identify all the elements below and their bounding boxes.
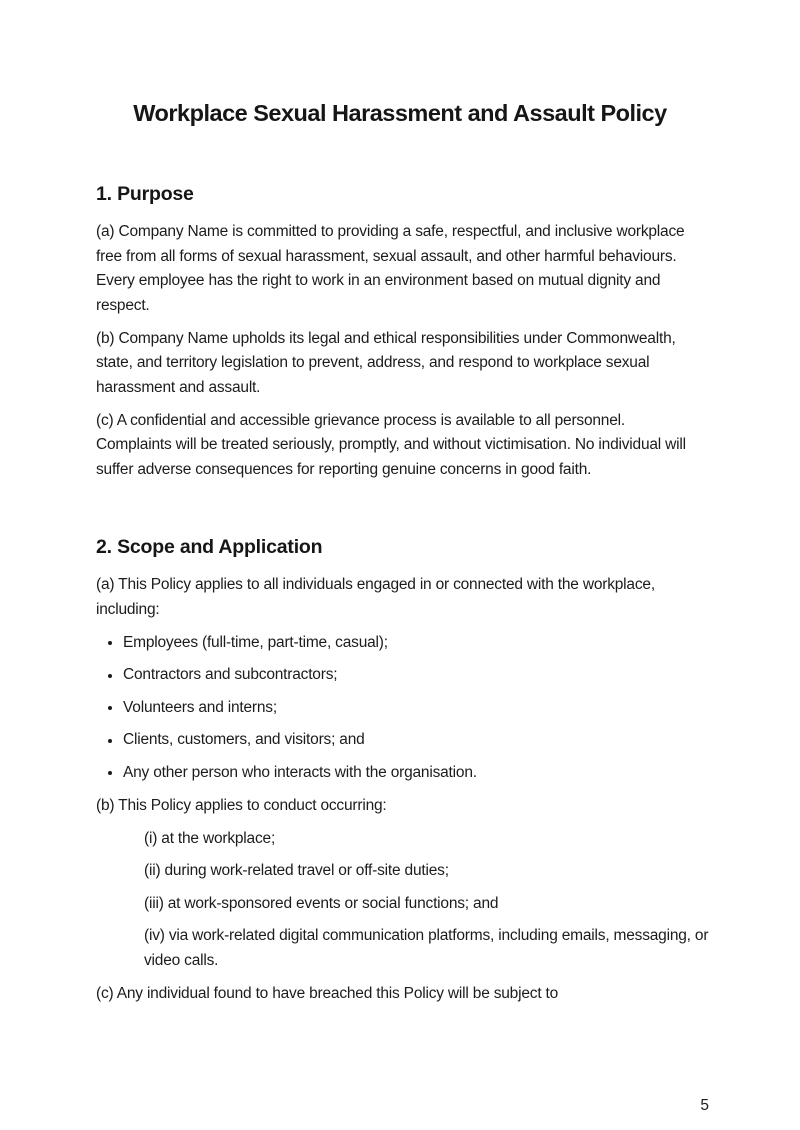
bullet-icon	[108, 641, 112, 645]
bullet-icon	[108, 674, 112, 678]
section-scope	[96, 534, 709, 1006]
bullet-item-text: Any other person who interacts with the organisation.	[123, 763, 477, 781]
bullet-icon	[108, 771, 112, 775]
bullet-item	[96, 728, 704, 753]
section-purpose	[96, 181, 704, 482]
bullet-item-text: Contractors and subcontractors;	[123, 666, 338, 683]
conduct-item-iii: (iii) at work-sponsored events or social functions; and	[144, 894, 499, 912]
conduct-item-ii: (ii) during work-related travel or off-site duties;	[144, 862, 449, 879]
page-number: 5	[700, 1097, 709, 1114]
bullet-item	[96, 696, 704, 721]
conduct-item-iv: (iv) via work-related digital communication platforms, including emails, messaging, or video calls.	[144, 927, 709, 969]
section-heading-scope: 2. Scope and Application	[96, 536, 323, 558]
purpose-paragraph-b: (b) Company Name upholds its legal and ethical responsibilities under Commonwealth, state, and territory legislation to prevent, address, and respond to workplace sexual harassment and assault.	[96, 329, 676, 396]
bullet-item-text: Volunteers and interns;	[123, 698, 277, 716]
bullet-icon	[108, 739, 112, 743]
bullet-item	[96, 761, 704, 786]
conduct-item-i: (i) at the workplace;	[144, 829, 276, 847]
purpose-paragraph-a: (a) Company Name is committed to providing a safe, respectful, and inclusive workplace free from all forms of sexual harassment, sexual assault, and other harmful behaviours. Every employee has the right to work in an environment based on mutual dignity and respect.	[96, 223, 685, 314]
scope-paragraph-a: (a) This Policy applies to all individuals engaged in or connected with the workplace, including:	[96, 576, 655, 618]
bullet-item	[96, 663, 704, 688]
bullet-icon	[108, 706, 112, 710]
bullet-item	[96, 631, 704, 656]
bullet-item-text: Clients, customers, and visitors; and	[123, 731, 365, 748]
scope-paragraph-b: (b) This Policy applies to conduct occurring:	[96, 796, 387, 814]
scope-paragraph-c: (c) Any individual found to have breached this Policy will be subject to	[96, 984, 559, 1002]
bullet-item-text: Employees (full-time, part-time, casual);	[123, 633, 388, 651]
document-title: Workplace Sexual Harassment and Assault Policy	[133, 100, 667, 126]
purpose-paragraph-c: (c) A confidential and accessible grievance process is available to all personnel. Complaints will be treated seriously, promptly, and without victimisation. No individual will suffer adverse consequences for reporting genuine concerns in good faith.	[96, 411, 686, 478]
section-heading-purpose: 1. Purpose	[96, 183, 194, 205]
scope-bullet-list	[96, 631, 704, 786]
